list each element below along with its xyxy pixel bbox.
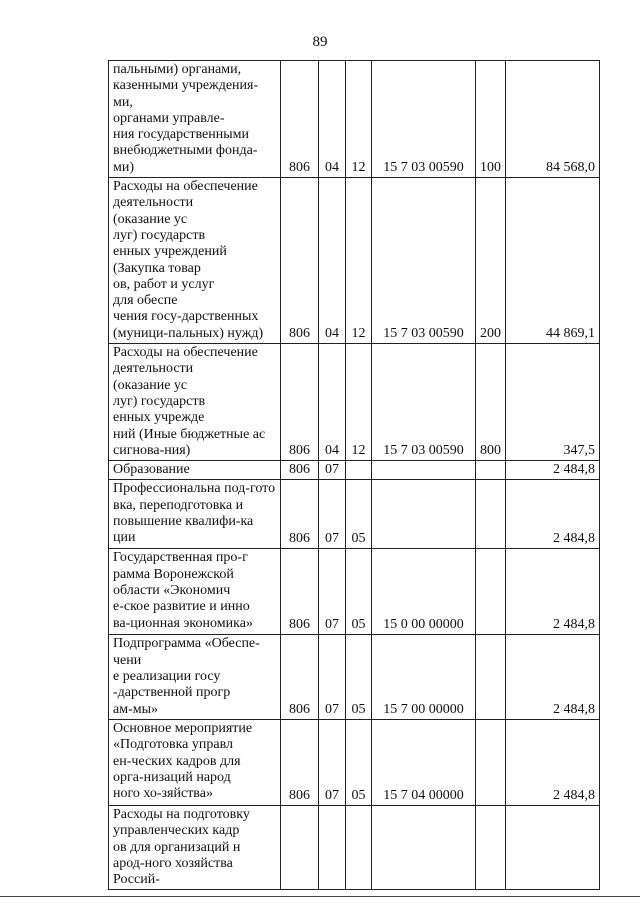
row-amount: 2 484,8 [506, 719, 600, 805]
row-ved: 806 [281, 549, 319, 635]
row-subsection: 05 [346, 719, 372, 805]
row-section [319, 805, 346, 889]
row-section: 07 [319, 549, 346, 635]
row-section: 07 [319, 719, 346, 805]
row-ved: 806 [281, 635, 319, 719]
row-target-article: 15 7 03 00590 [372, 178, 476, 344]
row-section: 07 [319, 461, 346, 480]
row-ved: 806 [281, 480, 319, 549]
row-target-article [372, 805, 476, 889]
row-expense-type [476, 480, 506, 549]
row-expense-type [476, 549, 506, 635]
table-row [109, 719, 600, 805]
table-row [109, 178, 600, 344]
row-ved: 806 [281, 719, 319, 805]
row-subsection: 05 [346, 549, 372, 635]
row-name: Расходы на подготовку управленческих кадр ов для организаций н арод-ного хозяйства Россий- [109, 805, 281, 889]
row-target-article: 15 7 03 00590 [372, 61, 476, 178]
table-row [109, 549, 600, 635]
row-target-article: 15 7 03 00590 [372, 344, 476, 461]
row-name: Государственная про-г рамма Воронежской области «Экономич е-ское развитие и инно ва-ционная экономика» [109, 549, 281, 635]
table-row [109, 480, 600, 549]
row-ved [281, 805, 319, 889]
row-name: Расходы на обеспечение деятельности (оказание ус луг) государств енных учрежде ний (Иные бюджетные ас сигнова-ния) [109, 344, 281, 461]
row-target-article: 15 7 00 00000 [372, 635, 476, 719]
table-row [109, 635, 600, 719]
row-subsection: 05 [346, 635, 372, 719]
row-name: Профессиональна под-гото вка, переподготовка и повышение квалифи-ка ции [109, 480, 281, 549]
row-section: 04 [319, 178, 346, 344]
row-section: 04 [319, 61, 346, 178]
row-amount: 2 484,8 [506, 461, 600, 480]
row-amount: 2 484,8 [506, 635, 600, 719]
page-number: 89 [312, 34, 328, 50]
page-bottom-rule [0, 896, 640, 897]
table-row [109, 61, 600, 178]
table-row [109, 805, 600, 889]
row-name: Расходы на обеспечение деятельности (оказание ус луг) государств енных учреждений (Закупка товар ов, работ и услуг для обеспе чения госу-дарственных (муници-пальных) нужд) [109, 178, 281, 344]
row-expense-type [476, 805, 506, 889]
budget-table-body [109, 61, 600, 890]
row-section: 07 [319, 635, 346, 719]
row-expense-type [476, 635, 506, 719]
row-amount: 2 484,8 [506, 480, 600, 549]
row-expense-type: 800 [476, 344, 506, 461]
row-ved: 806 [281, 344, 319, 461]
row-name: пальными) органами, казенными учреждения-ми, органами управле- ния государственными внебюджетными фонда-ми) [109, 61, 281, 178]
row-subsection [346, 805, 372, 889]
row-ved: 806 [281, 61, 319, 178]
row-subsection: 12 [346, 344, 372, 461]
row-subsection [346, 461, 372, 480]
row-section: 07 [319, 480, 346, 549]
row-target-article: 15 0 00 00000 [372, 549, 476, 635]
row-amount [506, 805, 600, 889]
row-target-article [372, 480, 476, 549]
table-row [109, 344, 600, 461]
row-name: Основное мероприятие «Подготовка управл ен-ческих кадров для орга-низаций народ ного хо-зяйства» [109, 719, 281, 805]
row-subsection: 05 [346, 480, 372, 549]
row-amount: 84 568,0 [506, 61, 600, 178]
row-amount: 2 484,8 [506, 549, 600, 635]
row-amount: 347,5 [506, 344, 600, 461]
budget-table [108, 60, 600, 890]
row-target-article [372, 461, 476, 480]
row-ved: 806 [281, 461, 319, 480]
row-expense-type: 100 [476, 61, 506, 178]
row-expense-type [476, 461, 506, 480]
table-row [109, 461, 600, 480]
row-subsection: 12 [346, 61, 372, 178]
row-expense-type [476, 719, 506, 805]
row-section: 04 [319, 344, 346, 461]
row-expense-type: 200 [476, 178, 506, 344]
row-subsection: 12 [346, 178, 372, 344]
row-name: Подпрограмма «Обеспе-чени е реализации госу -дарственной прогр ам-мы» [109, 635, 281, 719]
row-name: Образование [109, 461, 281, 480]
row-target-article: 15 7 04 00000 [372, 719, 476, 805]
row-ved: 806 [281, 178, 319, 344]
row-amount: 44 869,1 [506, 178, 600, 344]
